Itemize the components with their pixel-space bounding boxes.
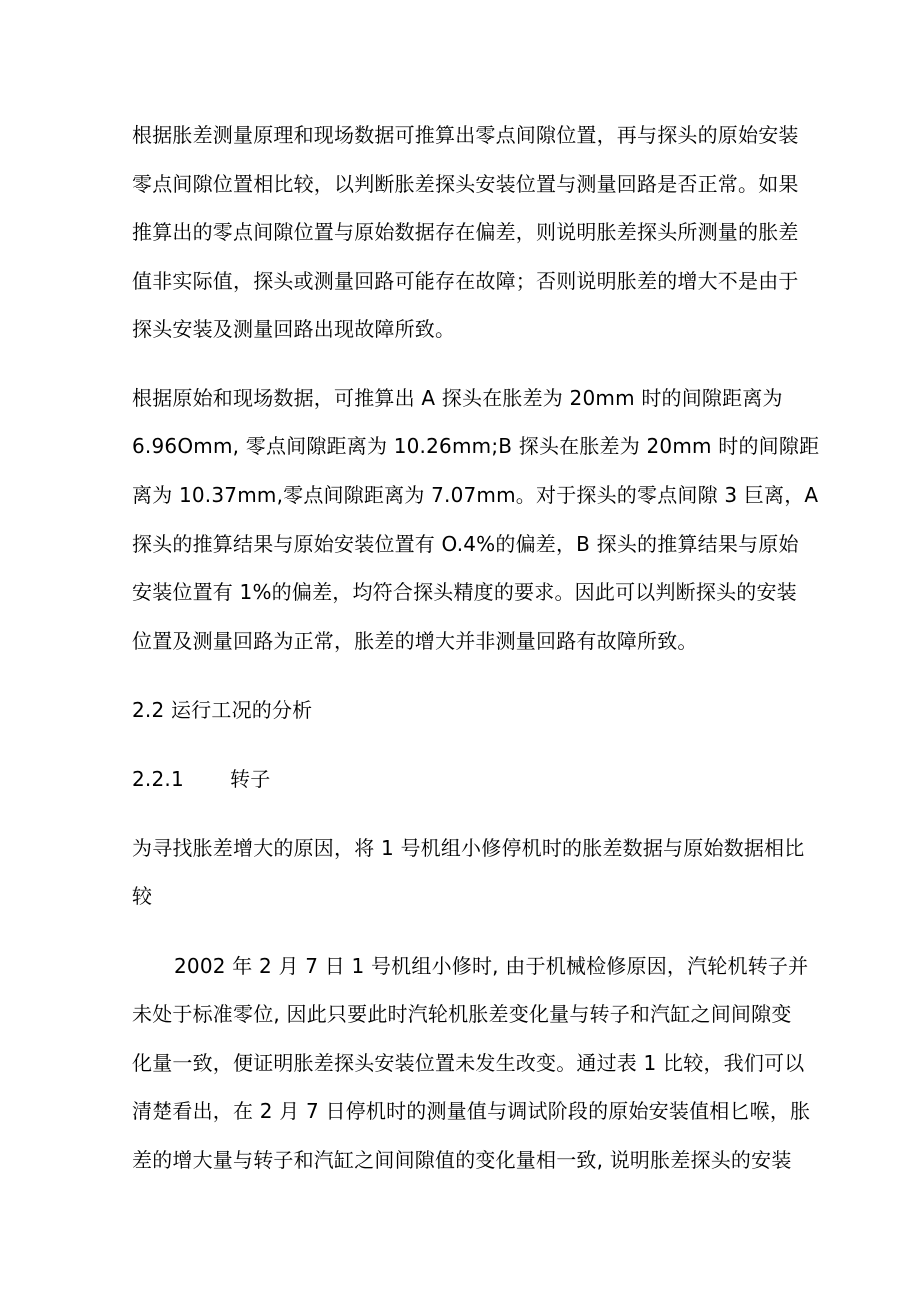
text-line: 未处于标准零位, 因此只要此时汽轮机胀差变化量与转子和汽缸之间间隙变 — [132, 1002, 792, 1026]
text-line: 差的增大量与转子和汽缸之间间隙值的变化量相一致, 说明胀差探头的安装 — [132, 1148, 792, 1172]
text-line: 6.96Omm, 零点间隙距离为 10.26mm;B 探头在胀差为 20mm 时的间隙距 — [132, 434, 820, 458]
text-line: 较 — [132, 884, 153, 908]
text-line: 零点间隙位置相比较，以判断胀差探头安装位置与测量回路是否正常。如果 — [132, 172, 799, 196]
subsection-title: 转子 — [230, 767, 271, 791]
text-line: 安装位置有 1%的偏差，均符合探头精度的要求。因此可以判断探头的安装 — [132, 580, 797, 604]
text-line: 2002 年 2 月 7 日 1 号机组小修时, 由于机械检修原因，汽轮机转子并 — [174, 954, 809, 978]
text-line: 位置及测量回路为正常，胀差的增大并非测量回路有故障所致。 — [132, 629, 698, 653]
text-line: 探头安装及测量回路出现故障所致。 — [132, 317, 456, 341]
text-line: 根据胀差测量原理和现场数据可推算出零点间隙位置，再与探头的原始安装 — [132, 123, 799, 147]
text-line: 化量一致，便证明胀差探头安装位置未发生改变。通过表 1 比较，我们可以 — [132, 1051, 805, 1075]
subsection-number: 2.2.1 — [132, 767, 184, 791]
section-heading: 2.2 运行工况的分析 — [132, 698, 313, 722]
text-line: 值非实际值，探头或测量回路可能存在故障；否则说明胀差的增大不是由于 — [132, 269, 799, 293]
text-line: 为寻找胀差增大的原因，将 1 号机组小修停机时的胀差数据与原始数据相比 — [132, 836, 805, 860]
text-line: 根据原始和现场数据，可推算出 A 探头在胀差为 20mm 时的间隙距离为 — [132, 386, 783, 410]
text-line: 清楚看出，在 2 月 7 日停机时的测量值与调试阶段的原始安装值相匕喉，胀 — [132, 1099, 811, 1123]
text-line: 离为 10.37mm,零点间隙距离为 7.07mm。对于探头的零点间隙 3 巨离，A — [132, 483, 819, 507]
text-line: 探头的推算结果与原始安装位置有 O.4%的偏差，B 探头的推算结果与原始 — [132, 532, 799, 556]
text-line: 推算出的零点间隙位置与原始数据存在偏差，则说明胀差探头所测量的胀差 — [132, 220, 799, 244]
